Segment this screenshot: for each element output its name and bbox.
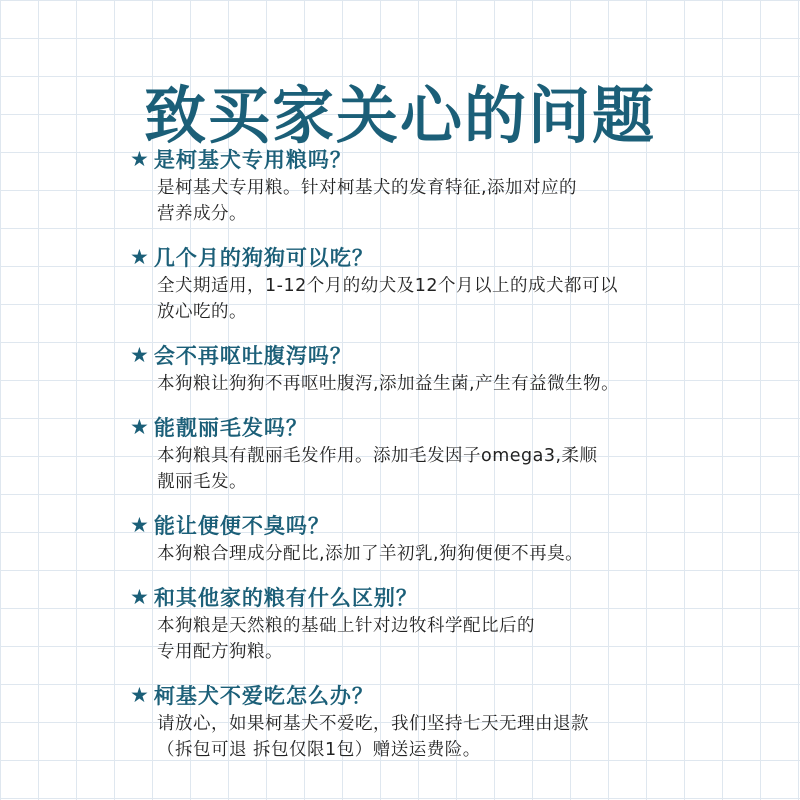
- star-icon: ★: [130, 245, 150, 269]
- faq-question-text: 是柯基犬专用粮吗？: [153, 148, 352, 172]
- faq-question-text: 能让便便不臭吗？: [153, 514, 330, 538]
- faq-item: [130, 143, 770, 227]
- faq-item: [130, 339, 770, 397]
- faq-item: [130, 679, 770, 763]
- faq-answer-line: 本狗粮是天然粮的基础上针对边牧科学配比后的: [157, 616, 535, 636]
- faq-question: [130, 411, 770, 443]
- faq-answer: [157, 711, 770, 763]
- faq-question: [130, 679, 770, 711]
- faq-answer: [157, 613, 770, 665]
- star-icon: ★: [130, 585, 150, 609]
- faq-answer: [157, 443, 770, 495]
- star-icon: ★: [130, 683, 150, 707]
- faq-question-text: 几个月的狗狗可以吃？: [153, 246, 374, 270]
- faq-answer: [157, 273, 770, 325]
- faq-question: [130, 509, 770, 541]
- faq-answer-line: 本狗粮合理成分配比,添加了羊初乳,狗狗便便不再臭。: [157, 544, 584, 564]
- faq-question: [130, 241, 770, 273]
- faq-answer-line: 请放心，如果柯基犬不爱吃，我们坚持七天无理由退款: [157, 714, 589, 734]
- page-title: 致买家关心的问题: [143, 78, 656, 152]
- faq-answer-line: （拆包可退 拆包仅限1包）赠送运费险。: [157, 740, 481, 760]
- faq-list: [130, 143, 770, 777]
- faq-answer-line: 本狗粮让狗狗不再呕吐腹泻,添加益生菌,产生有益微生物。: [157, 374, 620, 394]
- star-icon: ★: [130, 343, 150, 367]
- faq-item: [130, 241, 770, 325]
- star-icon: ★: [130, 415, 150, 439]
- faq-item: [130, 581, 770, 665]
- faq-question: [130, 339, 770, 371]
- faq-answer-line: 本狗粮具有靓丽毛发作用。添加毛发因子omega3,柔顺: [157, 446, 598, 466]
- star-icon: ★: [130, 513, 150, 537]
- faq-answer-line: 全犬期适用，1-12个月的幼犬及12个月以上的成犬都可以: [157, 276, 618, 296]
- faq-question-text: 会不再呕吐腹泻吗？: [153, 344, 352, 368]
- faq-answer-line: 是柯基犬专用粮。针对柯基犬的发育特征,添加对应的: [157, 178, 578, 198]
- faq-answer: [157, 175, 770, 227]
- faq-question-text: 柯基犬不爱吃怎么办？: [153, 684, 374, 708]
- faq-question: [130, 581, 770, 613]
- faq-item: [130, 509, 770, 567]
- faq-answer-line: 放心吃的。: [157, 302, 247, 322]
- faq-answer-line: 靓丽毛发。: [157, 472, 247, 492]
- faq-answer-line: 专用配方狗粮。: [157, 642, 283, 662]
- faq-answer: [157, 371, 770, 397]
- star-icon: ★: [130, 147, 150, 171]
- faq-answer-line: 营养成分。: [157, 204, 247, 224]
- faq-question-text: 能靓丽毛发吗？: [153, 416, 308, 440]
- faq-item: [130, 411, 770, 495]
- faq-question-text: 和其他家的粮有什么区别？: [153, 586, 418, 610]
- faq-answer: [157, 541, 770, 567]
- faq-question: [130, 143, 770, 175]
